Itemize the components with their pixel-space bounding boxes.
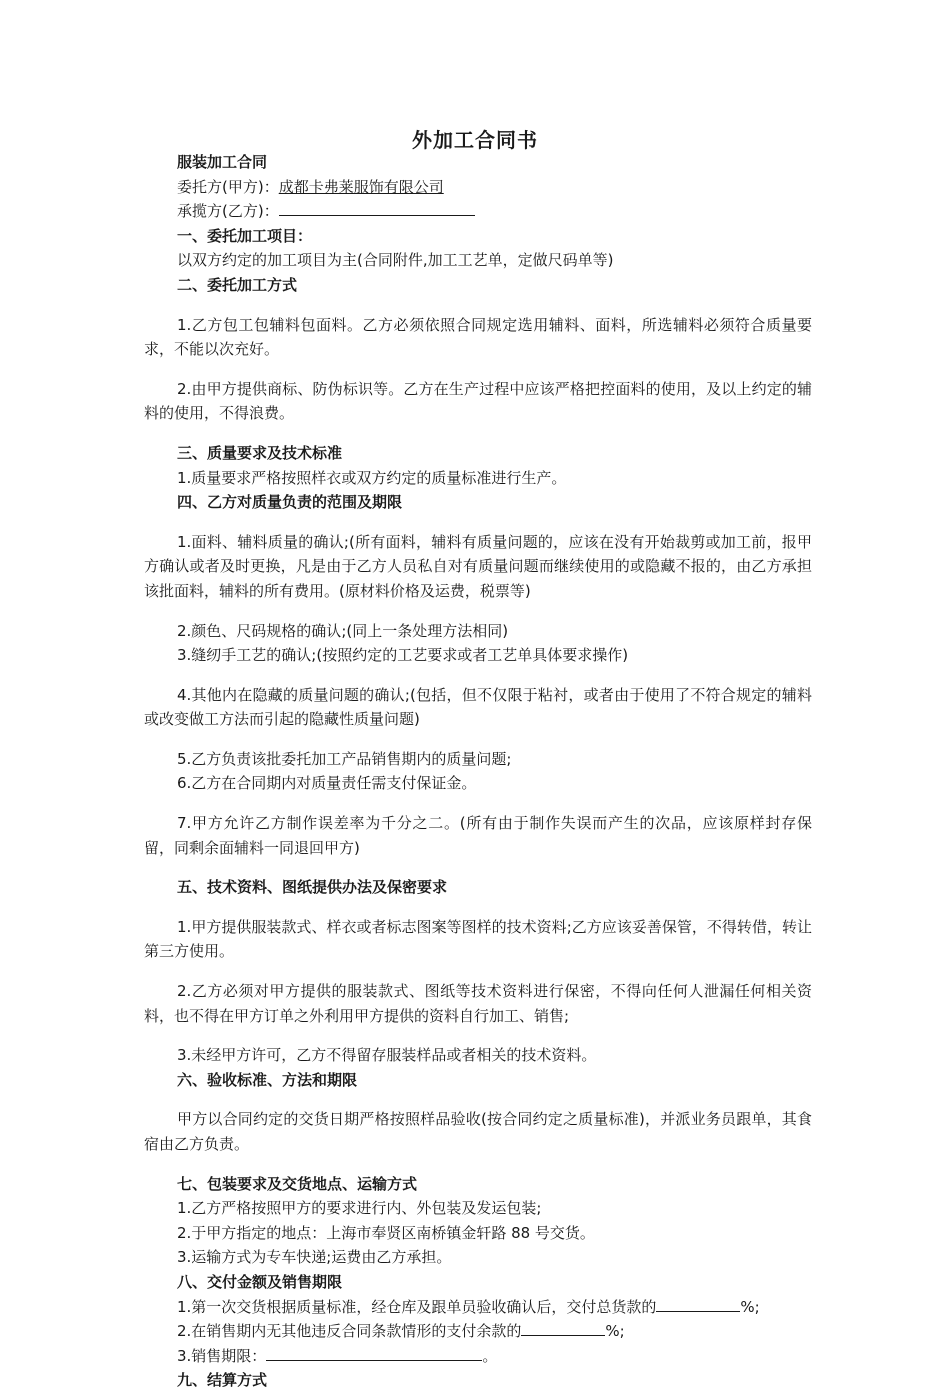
section-8-item-2 (144, 1319, 812, 1344)
party-b-line (144, 199, 812, 224)
section-4-item-6: 6.乙方在合同期内对质量责任需支付保证金。 (177, 774, 477, 793)
section-4-heading: 四、乙方对质量负责的范围及期限 (177, 493, 403, 512)
contract-subtitle: 服装加工合同 (177, 153, 268, 171)
section-8-item-1-suffix: %; (740, 1297, 760, 1316)
section-8-item-1 (144, 1295, 812, 1320)
party-b-blank[interactable] (279, 201, 475, 216)
section-5-item-3: 3.未经甲方许可，乙方不得留存服装样品或者相关的技术资料。 (177, 1046, 597, 1065)
section-8-heading: 八、交付金额及销售期限 (177, 1272, 343, 1291)
section-7-heading: 七、包装要求及交货地点、运输方式 (177, 1174, 418, 1193)
section-4-item-2: 2.颜色、尺码规格的确认;(同上一条处理方法相同) (177, 621, 509, 640)
section-4-item-1: 1.面料、辅料质量的确认;(所有面料，辅料有质量问题的，应该在没有开始裁剪或加工前，报甲方确认或者及时更换，凡是由于乙方人员私自对有质量问题而继续使用的或隐藏不报的，由乙方承担该批面料，辅料的所有费用。(原材料价格及运费，税票等) (144, 532, 812, 600)
section-8-item-3-text: 3.销售期限： (177, 1346, 267, 1365)
party-a-value: 成都卡弗莱服饰有限公司 (278, 177, 444, 196)
section-2-item-2: 2.由甲方提供商标、防伪标识等。乙方在生产过程中应该严格把控面料的使用，及以上约定的辅料的使用，不得浪费。 (144, 379, 812, 423)
balance-percent-blank[interactable] (521, 1321, 605, 1336)
section-5-item-2: 2.乙方必须对甲方提供的服装款式、图纸等技术资料进行保密，不得向任何人泄漏任何相关资料，也不得在甲方订单之外利用甲方提供的资料自行加工、销售; (144, 982, 812, 1025)
section-8-item-2-suffix: %; (605, 1322, 625, 1341)
section-8-item-1-text: 1.第一次交货根据质量标准，经仓库及跟单员验收确认后，交付总货款的 (177, 1297, 657, 1316)
party-a-line (144, 175, 812, 200)
section-8-item-3 (144, 1344, 812, 1369)
section-8-item-3-suffix: 。 (482, 1346, 498, 1365)
section-4-item-7: 7.甲方允许乙方制作误差率为千分之二。(所有由于制作失误而产生的次品，应该原样封存保留，同剩余面辅料一同退回甲方) (144, 814, 812, 857)
section-9-heading: 九、结算方式 (177, 1371, 268, 1390)
section-4-item-3: 3.缝纫手工艺的确认;(按照约定的工艺要求或者工艺单具体要求操作) (177, 646, 629, 665)
section-3-heading: 三、质量要求及技术标准 (177, 443, 343, 462)
sales-period-blank[interactable] (266, 1346, 482, 1361)
party-a-label: 委托方(甲方)： (177, 177, 279, 196)
section-6-heading: 六、验收标准、方法和期限 (177, 1070, 358, 1089)
section-7-item-1: 1.乙方严格按照甲方的要求进行内、外包装及发运包装; (177, 1199, 542, 1218)
section-1-heading: 一、委托加工项目： (177, 226, 313, 245)
section-5-item-1: 1.甲方提供服装款式、样衣或者标志图案等图样的技术资料;乙方应该妥善保管，不得转借，转让第三方使用。 (144, 917, 812, 961)
section-5-heading: 五、技术资料、图纸提供办法及保密要求 (177, 878, 448, 897)
section-7-item-3: 3.运输方式为专车快递;运费由乙方承担。 (177, 1248, 452, 1267)
section-4-item-5: 5.乙方负责该批委托加工产品销售期内的质量问题; (177, 749, 512, 768)
section-2-item-1: 1.乙方包工包辅料包面料。乙方必须依照合同规定选用辅料、面料，所选辅料必须符合质量要求，不能以次充好。 (144, 315, 812, 359)
section-2-heading: 二、委托加工方式 (177, 275, 298, 294)
section-4-item-4: 4.其他内在隐藏的质量问题的确认;(包括，但不仅限于粘衬，或者由于使用了不符合规定的辅料或改变做工方法而引起的隐藏性质量问题) (144, 685, 812, 729)
document-body (144, 150, 812, 1393)
section-3-item-1: 1.质量要求严格按照样衣或双方约定的质量标准进行生产。 (177, 468, 567, 487)
party-b-label: 承揽方(乙方)： (177, 202, 279, 221)
section-7-item-2: 2.于甲方指定的地点：上海市奉贤区南桥镇金轩路 88 号交货。 (177, 1223, 595, 1242)
document-title: 外加工合同书 (412, 128, 538, 152)
section-1-paragraph: 以双方约定的加工项目为主(合同附件,加工工艺单，定做尺码单等) (177, 251, 614, 270)
first-payment-percent-blank[interactable] (656, 1297, 740, 1312)
section-8-item-2-text: 2.在销售期内无其他违反合同条款情形的支付余款的 (177, 1322, 522, 1341)
section-6-paragraph: 甲方以合同约定的交货日期严格按照样品验收(按合同约定之质量标准)，并派业务员跟单，其食宿由乙方负责。 (144, 1110, 812, 1153)
